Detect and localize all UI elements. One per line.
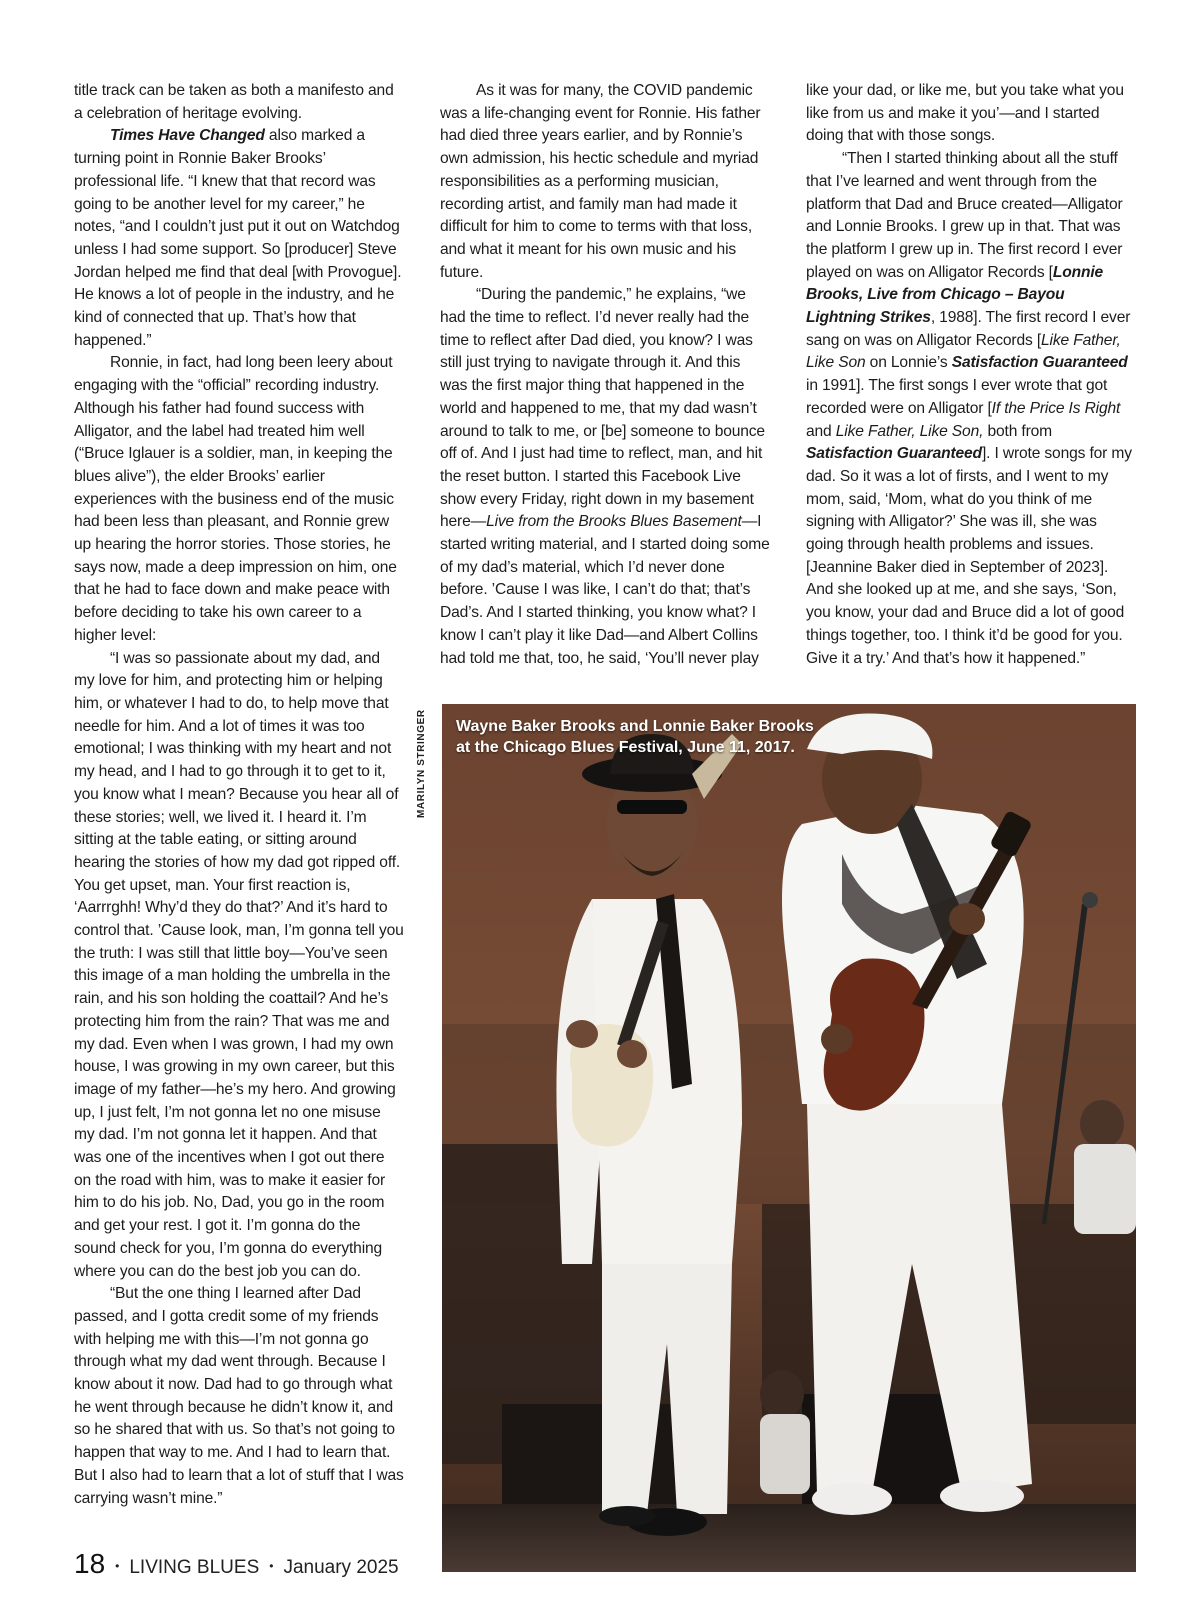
paragraph: As it was for many, the COVID pandemic was a life-changing event for Ronnie. His father had died three years earlier, and by Ronnie’s own admission, his hectic schedule and myriad responsibilities as a performing musician, recording artist, and family man had made it difficult for him to come to terms with that loss, and what it meant for his own music and his future.: [440, 82, 761, 281]
song-title: Like Father, Like Son: [806, 331, 1121, 372]
paragraph: [74, 125, 404, 352]
paragraph-text: ]. I wrote songs for my dad. So it was a lot of firsts, and I went to my mom, said, ‘Mom, what do you think of me signing with Alligator?’ She was ill, she was going through health problems and issues. [Jeannine Baker died in September of 2023]. And she looked up at me, and she says, ‘Son, you know, your dad and Bruce did a lot of good things together, too. I think it’d be good for you. Give it a try.’ And that’s how it happened.”: [806, 445, 1132, 667]
paragraph: [440, 284, 770, 670]
album-title: Satisfaction Guaranteed: [951, 354, 1128, 372]
album-title: Times Have Changed: [110, 127, 265, 145]
paragraph-text: in 1991]. The first songs I ever wrote that got recorded were on Alligator [: [806, 377, 1108, 417]
paragraph: “But the one thing I learned after Dad passed, and I gotta credit some of my friends with helping me with this—I’m not gonna go through what my dad went through. Because I know about it now. Dad had to go through what he went through because he didn’t know it, and so he shared that with us. So that’s not going to happen that way to me. And I had to learn that. But I also had to learn that a lot of stuff that I was carrying wasn’t mine.”: [74, 1285, 404, 1507]
paragraph: title track can be taken as both a manifesto and a celebration of heritage evolving.: [74, 82, 394, 122]
text-column-2: [440, 80, 770, 670]
publication-name: LIVING BLUES: [129, 1557, 260, 1578]
separator-dot: •: [115, 1559, 120, 1573]
paragraph-text: also marked a turning point in Ronnie Baker Brooks’ professional life. “I knew that that record was going to be another level for my career,” he notes, “and I couldn’t just put it out on Watchdog unless I had some support. So [producer] Steve Jordan helped me find that deal [with Provogue]. He knows a lot of people in the industry, and he kind of connected that up. That’s how that happened.”: [74, 127, 402, 349]
paragraph: Ronnie, in fact, had long been leery about engaging with the “official” recording industry. Although his father had found success with Alligator, and the label had treated him well (“Bruce Iglauer is a soldier, man, in keeping the blues alive”), the elder Brooks’ earlier experiences with the business end of the music had been less than pleasant, and Ronnie grew up hearing the horror stories. Those stories, he says now, made a deep impression on him, one that he had to face down and make peace with before deciding to take his own career to a higher level:: [74, 354, 397, 644]
photo-caption: [456, 716, 876, 758]
caption-line: Wayne Baker Brooks and Lonnie Baker Brooks: [456, 718, 814, 735]
paragraph-text: —I started writing material, and I started doing some of my dad’s material, which I’d never done before. ’Cause I was like, I can’t do that; that’s Dad’s. And I started thinking, you know what? I know I can’t play it like Dad—and Albert Collins had told me that, too, he said, ‘You’ll never play: [440, 513, 770, 667]
song-title: Like Father, Like Son,: [835, 422, 984, 440]
show-title: Live from the Brooks Blues Basement: [486, 513, 742, 531]
concert-photo-illustration: [442, 704, 1136, 1572]
text-column-3: [806, 80, 1134, 670]
paragraph-text: “Then I started thinking about all the stuff that I’ve learned and went through from the platform that Dad and Bruce created—Alligator and Lonnie Brooks. I grew up in that. That was the platform I grew up in. The first record I ever played on was on Alligator Records [: [806, 150, 1123, 281]
paragraph-text: both from: [983, 422, 1052, 440]
page-number: 18: [74, 1548, 106, 1579]
song-title: If the Price Is Right: [991, 399, 1121, 417]
album-title: Satisfaction Guaranteed: [806, 445, 982, 463]
paragraph: [806, 148, 1134, 670]
paragraph: like your dad, or like me, but you take what you like from us and make it you’—and I started doing that with those songs.: [806, 82, 1124, 145]
paragraph-text: “During the pandemic,” he explains, “we had the time to reflect. I’d never really had the time to reflect after Dad died, you know? I was still just trying to navigate through it. And this was the first major thing that happened in the world and happened to me, that my dad wasn’t around to talk to me, or [be] someone to bounce off of. And I just had time to reflect, man, and hit the reset button. I started this Facebook Live show every Friday, right down in my basement here—: [440, 286, 765, 531]
photo-credit: MARILYN STRINGER: [416, 709, 427, 818]
issue-date: January 2025: [283, 1557, 399, 1578]
page-footer: [74, 1548, 399, 1580]
album-title: Lonnie Brooks, Live from Chicago – Bayou Lightning Strikes: [806, 263, 1104, 327]
concert-photo: [442, 704, 1136, 1572]
paragraph-text: on Lonnie’s: [865, 354, 952, 372]
paragraph: “I was so passionate about my dad, and my love for him, and protecting him or helping him, or whatever I had to do, to help move that needle for him. And a lot of times it was too emotional; I was thinking with my heart and not my head, and I had to go through it to get to it, you know what I mean? Because you hear all of these stories; well, we lived it. I heard it. I’m sitting at the table eating, or sitting around hearing the stories of how my dad got ripped off. You get upset, man. Your first reaction is, ‘Aarrrghh! Why’d they do that?’ And it’s hard to control that. ’Cause look, man, I’m gonna tell you the truth: I was still that little boy—You’ve seen this image of a man holding the umbrella in the rain, and his son holding the coattail? And he’s protecting him from the rain? That was me and my dad. Even when I was grown, I had my own house, I was growing in my own career, but this image of my father—he’s my hero. And growing up, I just felt, I’m not gonna let no one misuse my dad. I’m not gonna let it happen. And that was one of the incentives when I got out there on the road with him, was to make it easier for him to do his job. No, Dad, you go in the room and get your rest. I got it. I’m gonna do the sound check for you, I’m gonna do everything where you can do the best job you can do.: [74, 649, 404, 1280]
paragraph-text: , 1988]. The first record I ever sang on was on Alligator Records [: [806, 309, 1131, 349]
separator-dot: •: [269, 1559, 274, 1573]
caption-line: at the Chicago Blues Festival, June 11, 2017.: [456, 739, 795, 756]
paragraph-text: and: [806, 422, 836, 440]
text-column-1: [74, 80, 404, 1510]
